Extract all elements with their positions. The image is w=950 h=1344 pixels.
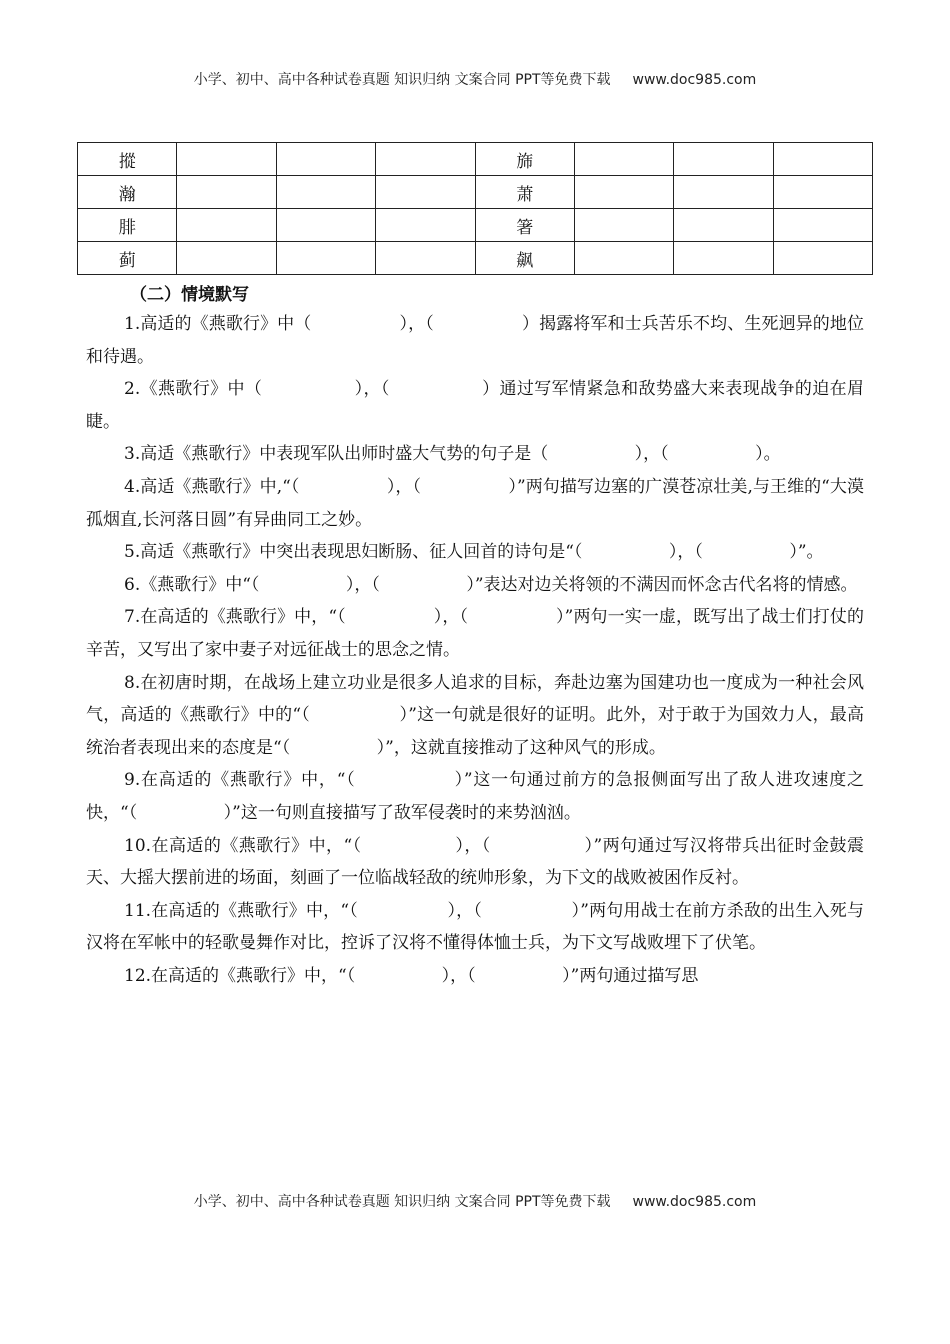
answer-cell[interactable] (773, 143, 872, 176)
answer-cell[interactable] (276, 242, 375, 275)
question-item: 11.在高适的《燕歌行》中，“（ ），（ ）”两句用战士在前方杀敌的出生入死与汉将在军帐中的轻歌曼舞作对比，控诉了汉将不懂得体恤士兵，为下文写战败埋下了伏笔。 (86, 900, 864, 954)
question-item: 8.在初唐时期，在战场上建立功业是很多人追求的目标，奔赴边塞为国建功也一度成为一种社会风气，高适的《燕歌行》中的“（ ）”这一句就是很好的证明。此外，对于敢于为国效力人，最高统治者表现出来的态度是“（ ）”，这就直接推动了这种风气的形成。 (86, 672, 864, 758)
char-cell: 箸 (475, 209, 574, 242)
answer-cell[interactable] (376, 143, 475, 176)
question-item: 1.高适的《燕歌行》中（ ），（ ）揭露将军和士兵苦乐不均、生死迥异的地位和待遇。 (86, 314, 864, 367)
header-site-link[interactable]: www.doc985.com (632, 72, 757, 88)
answer-cell[interactable] (773, 242, 872, 275)
answer-cell[interactable] (674, 143, 773, 176)
question-item: 3.高适《燕歌行》中表现军队出师时盛大气势的句子是（ ），（ ）。 (124, 444, 781, 465)
question-item: 6.《燕歌行》中“（ ），（ ）”表达对边关将领的不满因而怀念古代名将的情感。 (124, 574, 858, 595)
answer-cell[interactable] (773, 176, 872, 209)
answer-cell[interactable] (376, 176, 475, 209)
answer-cell[interactable] (574, 209, 673, 242)
answer-cell[interactable] (177, 143, 276, 176)
question-item: 9.在高适的《燕歌行》中，“（ ）”这一句通过前方的急报侧面写出了敌人进攻速度之快，“（ ）”这一句则直接描写了敌军侵袭时的来势汹汹。 (86, 770, 864, 823)
header-text: 小学、初中、高中各种试卷真题 知识归纳 文案合同 PPT等免费下载 (193, 72, 611, 88)
char-cell: 蓟 (78, 242, 177, 275)
table-row (78, 176, 873, 209)
char-cell: 摐 (78, 143, 177, 176)
answer-cell[interactable] (674, 176, 773, 209)
char-cell: 萧 (475, 176, 574, 209)
char-cell: 飙 (475, 242, 574, 275)
page-header (0, 69, 950, 89)
question-item: 5.高适《燕歌行》中突出表现思妇断肠、征人回首的诗句是“（ ），（ ）”。 (124, 542, 824, 563)
question-list (86, 308, 864, 992)
table-row (78, 242, 873, 275)
question-item: 10.在高适的《燕歌行》中，“（ ），（ ）”两句通过写汉将带兵出征时金鼓震天、大摇大摆前进的场面，刻画了一位临战轻敌的统帅形象，为下文的战败被困作反衬。 (86, 835, 864, 889)
answer-cell[interactable] (276, 209, 375, 242)
footer-text: 小学、初中、高中各种试卷真题 知识归纳 文案合同 PPT等免费下载 (193, 1194, 611, 1210)
answer-cell[interactable] (773, 209, 872, 242)
answer-cell[interactable] (376, 242, 475, 275)
answer-cell[interactable] (177, 209, 276, 242)
answer-cell[interactable] (674, 242, 773, 275)
char-cell: 腓 (78, 209, 177, 242)
question-item: 12.在高适的《燕歌行》中，“（ ），（ ）”两句通过描写思 (124, 965, 699, 986)
table-row (78, 143, 873, 176)
answer-cell[interactable] (276, 143, 375, 176)
char-cell: 瀚 (78, 176, 177, 209)
answer-cell[interactable] (574, 143, 673, 176)
page-footer (0, 1191, 950, 1211)
answer-cell[interactable] (376, 209, 475, 242)
answer-cell[interactable] (177, 176, 276, 209)
answer-cell[interactable] (574, 242, 673, 275)
answer-cell[interactable] (276, 176, 375, 209)
footer-site-link[interactable]: www.doc985.com (632, 1194, 757, 1210)
character-table (77, 142, 873, 275)
question-item: 4.高适《燕歌行》中,“（ ），（ ）”两句描写边塞的广漠苍凉壮美,与王维的“大漠孤烟直,长河落日圆”有异曲同工之妙。 (86, 476, 864, 530)
answer-cell[interactable] (674, 209, 773, 242)
question-item: 7.在高适的《燕歌行》中，“（ ），（ ）”两句一实一虚，既写出了战士们打仗的辛苦，又写出了家中妻子对远征战士的思念之情。 (86, 607, 864, 660)
answer-cell[interactable] (177, 242, 276, 275)
section-title: （二）情境默写 (130, 285, 249, 305)
table-row (78, 209, 873, 242)
char-cell: 旆 (475, 143, 574, 176)
question-item: 2.《燕歌行》中（ ），（ ）通过写军情紧急和敌势盛大来表现战争的迫在眉睫。 (86, 379, 864, 432)
answer-cell[interactable] (574, 176, 673, 209)
